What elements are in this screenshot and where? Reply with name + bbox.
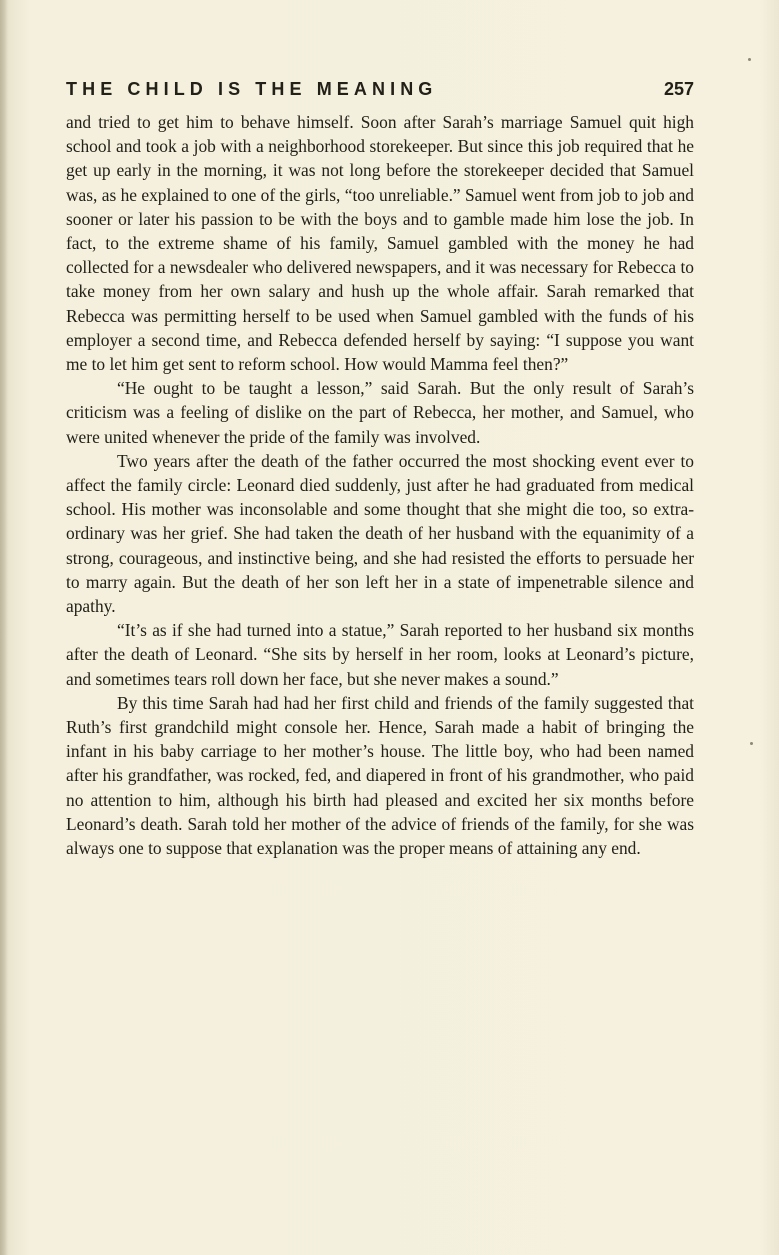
paper-speck	[748, 58, 751, 61]
paragraph: By this time Sarah had had her first child and friends of the family suggested that Ruth’s first grandchild might console her. Hence, Sarah made a habit of bringing the infant in his baby carriage to her mother’s house. The little boy, who had been named after his grandfather, was rocked, fed, and diapered in front of his grandmother, who paid no attention to him, although his birth had pleased and excited her six months before Leonard’s death. Sarah told her mother of the advice of friends of the family, for she was always one to suppose that explanation was the proper means of attaining any end.	[66, 692, 694, 859]
paragraph: and tried to get him to behave himself. Soon after Sarah’s marriage Samuel quit high school and took a job with a neighborhood storekeeper. But since this job required that he get up early in the morning, it was not long before the storekeeper decided that Samuel was, as he explained to one of the girls, “too unreliable.” Samuel went from job to job and sooner or later his passion to be with the boys and to gamble made him lose the job. In fact, to the extreme shame of his family, Samuel gambled with the money he had collected for a newsdealer who delivered newspapers, and it was necessary for Rebecca to take money from her own salary and hush up the whole affair. Sarah remarked that Rebecca was permitting herself to be used when Samuel gambled with the funds of his employer a second time, and Rebecca defended herself by saying: “I suppose you want me to let him get sent to reform school. How would Mamma feel then?”	[66, 112, 694, 375]
running-head	[66, 76, 694, 102]
paragraph: “It’s as if she had turned into a statue,” Sarah reported to her husband six months after the death of Leonard. “She sits by herself in her room, looks at Leonard’s picture, and sometimes tears roll down her face, but she never makes a sound.”	[66, 620, 694, 689]
page-number: 257	[663, 79, 694, 99]
paragraph: Two years after the death of the father occurred the most shocking event ever to affect the family circle: Leonard died suddenly, just after he had graduated from medical school. His mother was inconsolable and some thought that she might die too, so extraordinary was her grief. She had taken the death of her husband with the equanimity of a strong, courageous, and instinctive being, and she had resisted the efforts to persuade her to marry again. But the death of her son left her in a state of impenetrable silence and apathy.	[66, 450, 694, 617]
running-title: THE CHILD IS THE MEANING	[66, 79, 438, 99]
body-text	[66, 110, 694, 860]
paper-speck	[750, 742, 753, 745]
paragraph: “He ought to be taught a lesson,” said Sarah. But the only result of Sarah’s criticism was a feeling of dislike on the part of Rebecca, her mother, and Samuel, who were united whenever the pride of the family was involved.	[66, 378, 694, 447]
binding-shadow	[0, 0, 8, 1255]
